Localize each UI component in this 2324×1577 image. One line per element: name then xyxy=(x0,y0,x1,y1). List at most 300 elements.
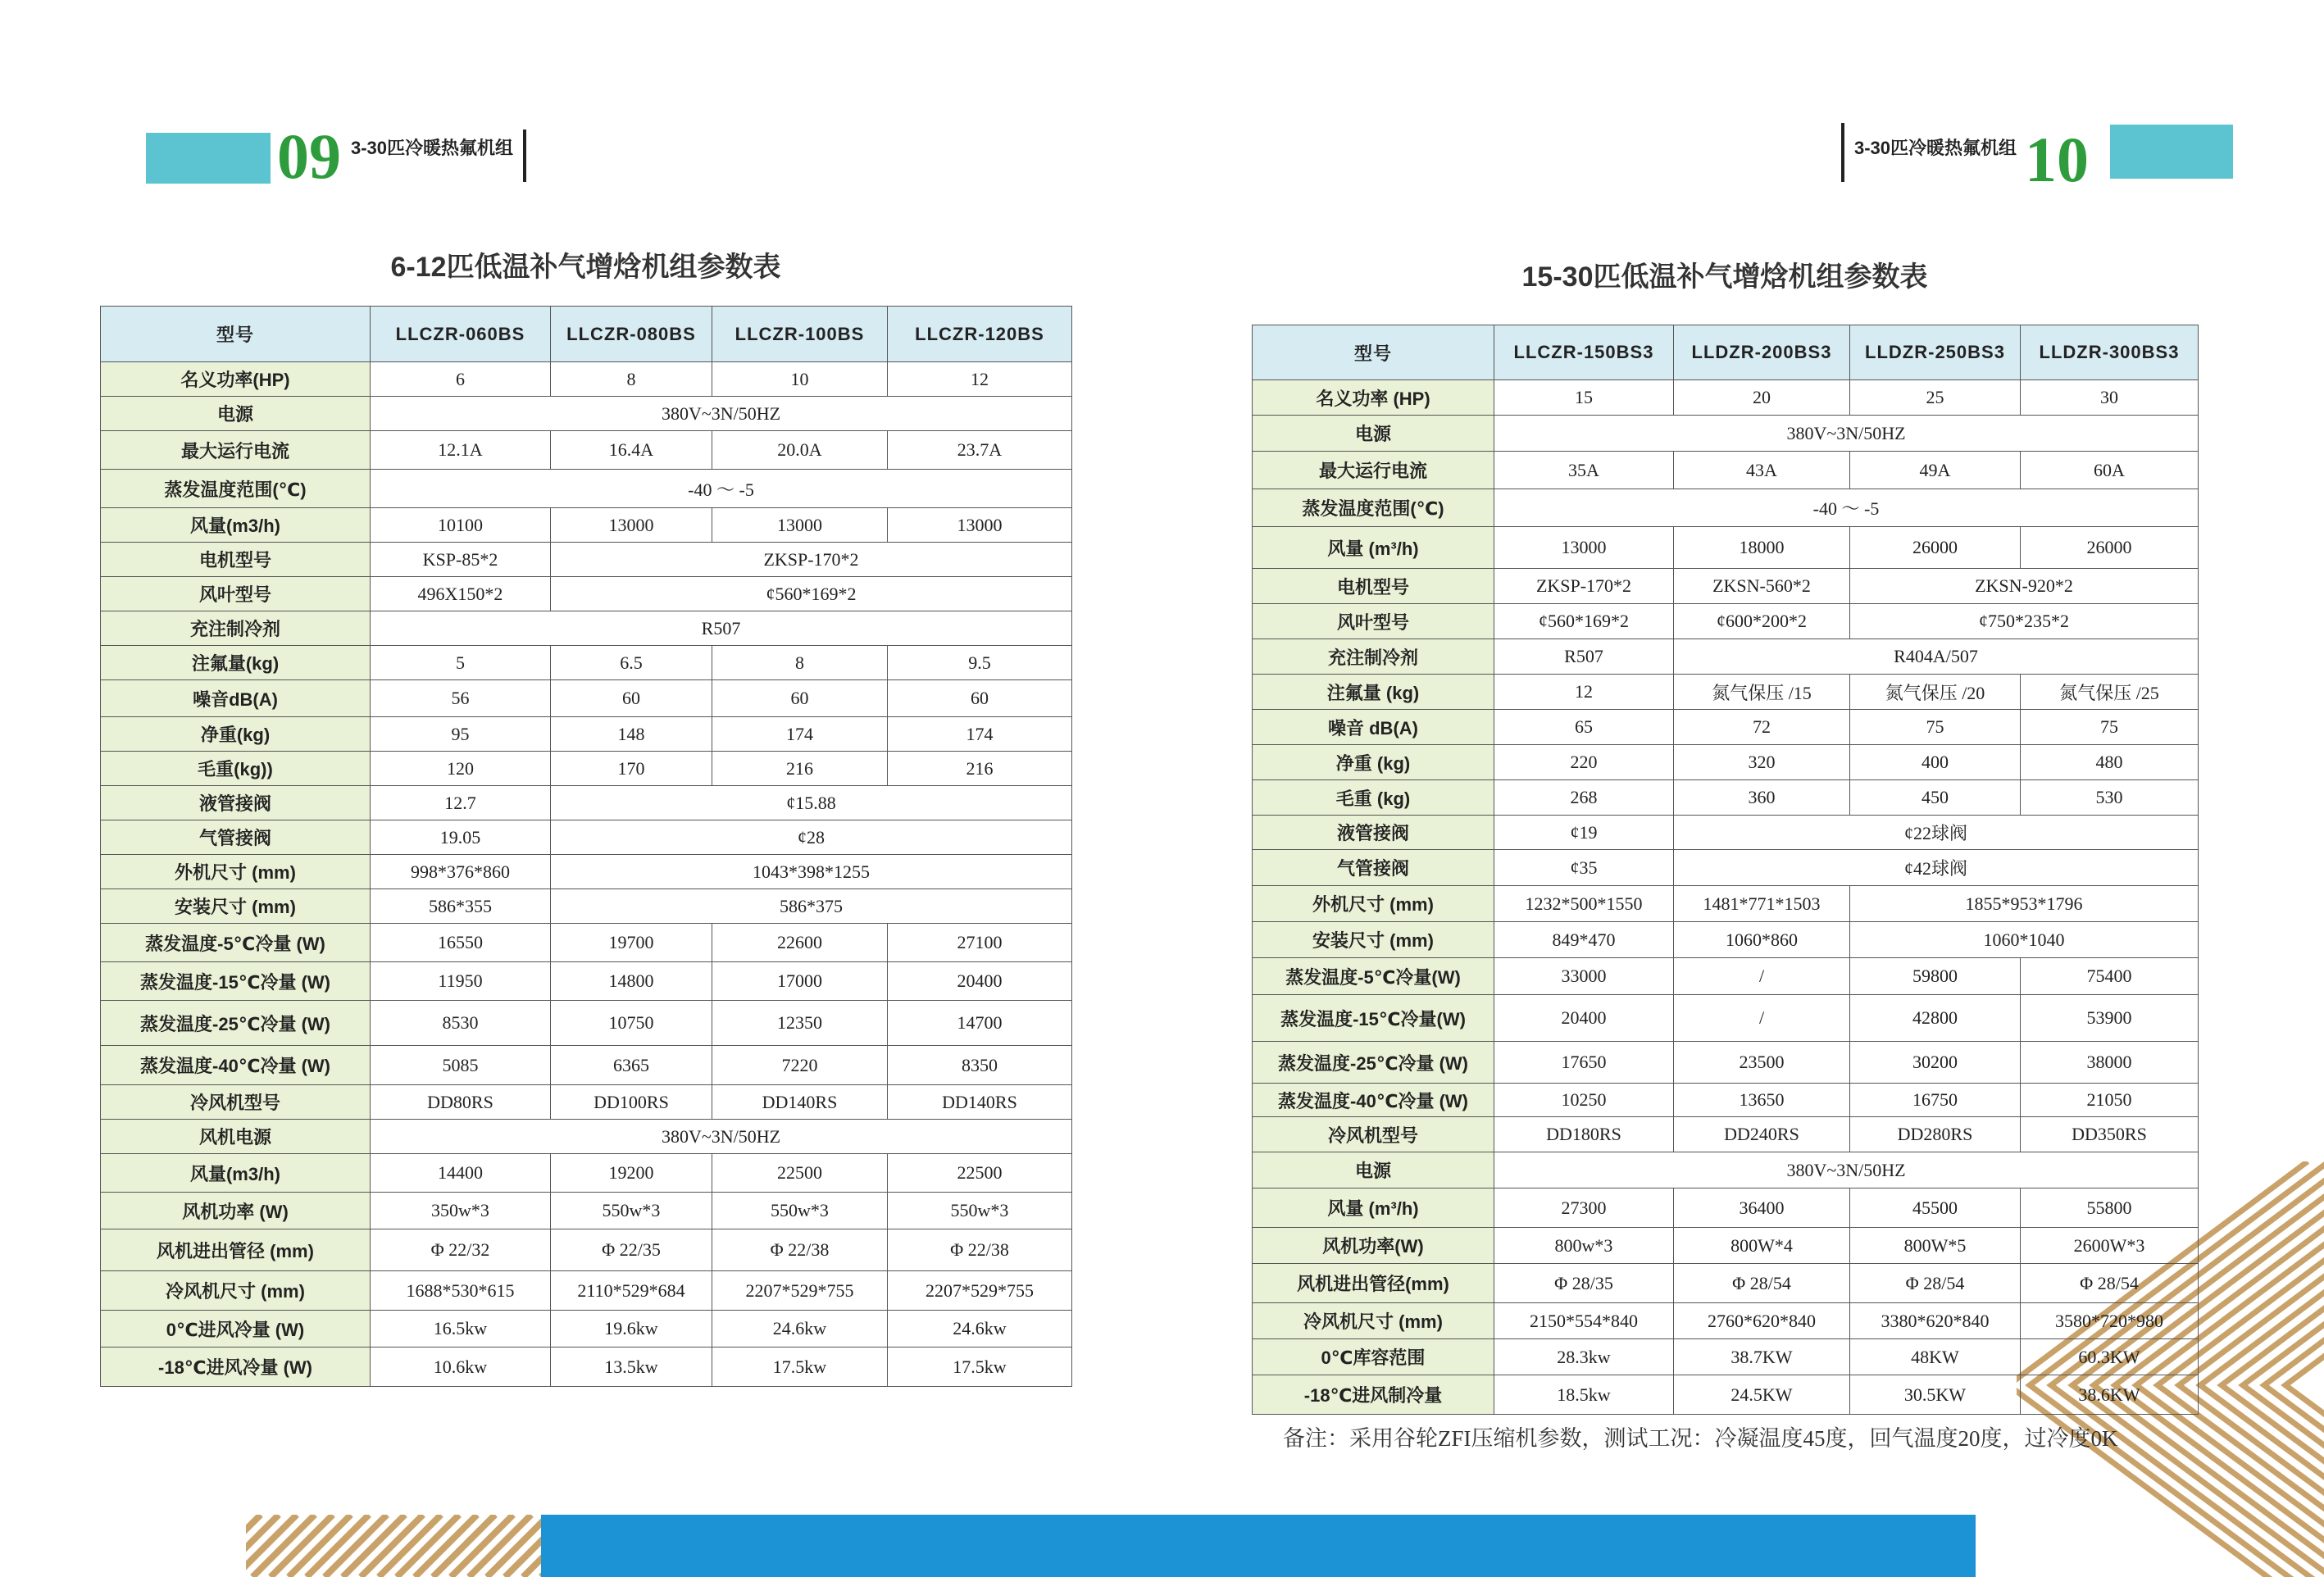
table-cell: 586*375 xyxy=(551,889,1072,924)
table-cell: 38.7KW xyxy=(1674,1339,1850,1375)
table-cell: 19.6kw xyxy=(551,1311,712,1347)
table-row xyxy=(1253,922,2199,958)
table-cell: 26000 xyxy=(1850,527,2021,569)
table-cell: 16.5kw xyxy=(371,1311,551,1347)
row-label: 噪音 dB(A) xyxy=(1253,710,1494,745)
row-label: 蒸发温度-25℃冷量 (W) xyxy=(1253,1042,1494,1084)
model-name-cell: LLCZR-080BS xyxy=(551,307,712,362)
row-label: 风机功率(W) xyxy=(1253,1228,1494,1264)
model-name-cell: LLDZR-250BS3 xyxy=(1850,325,2021,380)
table-cell: 2150*554*840 xyxy=(1494,1303,1674,1339)
table-row xyxy=(1253,452,2199,489)
table-cell: 13.5kw xyxy=(551,1347,712,1387)
table-row xyxy=(1253,380,2199,416)
table-cell: 3580*720*980 xyxy=(2021,1303,2199,1339)
row-label: 外机尺寸 (mm) xyxy=(1253,886,1494,922)
table-cell: 496X150*2 xyxy=(371,577,551,611)
row-label: 注氟量 (kg) xyxy=(1253,675,1494,710)
table-cell: 30.5KW xyxy=(1850,1375,2021,1415)
table-cell: 550w*3 xyxy=(888,1193,1072,1229)
row-label: -18℃进风制冷量 xyxy=(1253,1375,1494,1415)
row-label: 最大运行电流 xyxy=(101,431,371,470)
table-cell: 24.6kw xyxy=(888,1311,1072,1347)
table-row xyxy=(1253,604,2199,639)
row-label: 风量(m3/h) xyxy=(101,508,371,543)
table-cell: 12.1A xyxy=(371,431,551,470)
table-row xyxy=(1253,710,2199,745)
row-label: 蒸发温度-25℃冷量 (W) xyxy=(101,1001,371,1046)
table-cell: 60 xyxy=(712,680,888,717)
table-cell: ZKSP-170*2 xyxy=(1494,569,1674,604)
table-cell: 75 xyxy=(1850,710,2021,745)
table-cell: 400 xyxy=(1850,745,2021,780)
table-cell: 24.6kw xyxy=(712,1311,888,1347)
table-cell: 17.5kw xyxy=(712,1347,888,1387)
table-row xyxy=(1253,1042,2199,1084)
table-cell: DD240RS xyxy=(1674,1117,1850,1152)
model-header-cell: 型号 xyxy=(1253,325,1494,380)
table-cell: 2207*529*755 xyxy=(712,1271,888,1311)
table-row xyxy=(1253,995,2199,1042)
table-cell: 75400 xyxy=(2021,958,2199,995)
table-row xyxy=(101,362,1072,397)
table-cell: 49A xyxy=(1850,452,2021,489)
table-row xyxy=(1253,1117,2199,1152)
table-cell: ¢19 xyxy=(1494,816,1674,850)
row-label: 名义功率 (HP) xyxy=(1253,380,1494,416)
row-label: 电源 xyxy=(101,397,371,431)
table-row xyxy=(101,508,1072,543)
table-cell: 2110*529*684 xyxy=(551,1271,712,1311)
table-cell: 998*376*860 xyxy=(371,855,551,889)
table-row xyxy=(101,577,1072,611)
table-cell: ¢22球阀 xyxy=(1674,816,2199,850)
table-row xyxy=(101,924,1072,962)
left-header-divider xyxy=(523,130,526,182)
table-row xyxy=(1253,639,2199,675)
row-label: 蒸发温度范围(℃) xyxy=(101,470,371,508)
table-cell: 35A xyxy=(1494,452,1674,489)
table-row xyxy=(1253,780,2199,816)
row-label: 蒸发温度-15℃冷量 (W) xyxy=(101,962,371,1001)
table-cell: 12.7 xyxy=(371,786,551,820)
table-cell: 12350 xyxy=(712,1001,888,1046)
table-cell: 12 xyxy=(888,362,1072,397)
table-cell: Φ 22/38 xyxy=(712,1229,888,1271)
table-cell: 20 xyxy=(1674,380,1850,416)
model-header-cell: 型号 xyxy=(101,307,371,362)
left-page-number: 09 xyxy=(277,120,341,192)
table-row xyxy=(1253,850,2199,886)
table-cell: 7220 xyxy=(712,1046,888,1085)
table-cell: 95 xyxy=(371,717,551,752)
table-cell: 2760*620*840 xyxy=(1674,1303,1850,1339)
row-label: 毛重(kg)) xyxy=(101,752,371,786)
row-label: 冷风机尺寸 (mm) xyxy=(1253,1303,1494,1339)
table-cell: 38000 xyxy=(2021,1042,2199,1084)
table-row xyxy=(101,397,1072,431)
table-cell: 1060*1040 xyxy=(1850,922,2199,958)
right-page-number: 10 xyxy=(2025,124,2089,195)
row-label: 风机电源 xyxy=(101,1120,371,1154)
model-name-cell: LLCZR-060BS xyxy=(371,307,551,362)
table-cell: 13000 xyxy=(888,508,1072,543)
row-label: 风叶型号 xyxy=(1253,604,1494,639)
table-row xyxy=(101,786,1072,820)
row-label: 净重(kg) xyxy=(101,717,371,752)
table-cell: 13000 xyxy=(1494,527,1674,569)
row-label: 注氟量(kg) xyxy=(101,646,371,680)
table-cell: 27100 xyxy=(888,924,1072,962)
table-cell: 2207*529*755 xyxy=(888,1271,1072,1311)
table-row xyxy=(101,1311,1072,1347)
row-label: 风机进出管径(mm) xyxy=(1253,1264,1494,1303)
table-cell: 800w*3 xyxy=(1494,1228,1674,1264)
table-cell: 5 xyxy=(371,646,551,680)
table-cell: Φ 28/54 xyxy=(2021,1264,2199,1303)
table-cell: KSP-85*2 xyxy=(371,543,551,577)
table-cell: 22500 xyxy=(888,1154,1072,1193)
table-row xyxy=(1253,1228,2199,1264)
table-cell: Φ 22/35 xyxy=(551,1229,712,1271)
table-cell: 24.5KW xyxy=(1674,1375,1850,1415)
table-cell: 53900 xyxy=(2021,995,2199,1042)
row-label: 风量(m3/h) xyxy=(101,1154,371,1193)
row-label: 蒸发温度-40℃冷量 (W) xyxy=(1253,1084,1494,1117)
table-cell: 13650 xyxy=(1674,1084,1850,1117)
table-cell: ¢15.88 xyxy=(551,786,1072,820)
table-row xyxy=(1253,675,2199,710)
table-cell: 17650 xyxy=(1494,1042,1674,1084)
table-cell: ¢42球阀 xyxy=(1674,850,2199,886)
row-label: 最大运行电流 xyxy=(1253,452,1494,489)
table-cell: 1060*860 xyxy=(1674,922,1850,958)
table-cell: 10100 xyxy=(371,508,551,543)
table-cell: 28.3kw xyxy=(1494,1339,1674,1375)
table-cell: DD350RS xyxy=(2021,1117,2199,1152)
row-label: 风叶型号 xyxy=(101,577,371,611)
table-cell: R404A/507 xyxy=(1674,639,2199,675)
table-cell: 60.3KW xyxy=(2021,1339,2199,1375)
table-cell: R507 xyxy=(1494,639,1674,675)
table-cell: 148 xyxy=(551,717,712,752)
table-row xyxy=(101,1229,1072,1271)
row-label: 冷风机尺寸 (mm) xyxy=(101,1271,371,1311)
table-cell: DD280RS xyxy=(1850,1117,2021,1152)
table-row xyxy=(1253,816,2199,850)
table-cell: 19.05 xyxy=(371,820,551,855)
row-label: 净重 (kg) xyxy=(1253,745,1494,780)
table-cell: 19700 xyxy=(551,924,712,962)
table-cell: 480 xyxy=(2021,745,2199,780)
table-row xyxy=(1253,958,2199,995)
table-cell: 1043*398*1255 xyxy=(551,855,1072,889)
row-label: 安装尺寸 (mm) xyxy=(1253,922,1494,958)
row-label: 毛重 (kg) xyxy=(1253,780,1494,816)
table-row xyxy=(101,470,1072,508)
right-header-text: 3-30匹冷暖热氟机组 xyxy=(1854,138,2017,158)
row-label: 气管接阀 xyxy=(101,820,371,855)
row-label: 名义功率(HP) xyxy=(101,362,371,397)
table-cell: 20400 xyxy=(888,962,1072,1001)
table-cell: ¢28 xyxy=(551,820,1072,855)
table-cell: 27300 xyxy=(1494,1188,1674,1228)
table-cell: R507 xyxy=(371,611,1072,646)
table-row xyxy=(101,1154,1072,1193)
left-header-bar xyxy=(146,133,271,184)
table-cell: 12 xyxy=(1494,675,1674,710)
table-cell: ¢560*169*2 xyxy=(1494,604,1674,639)
table-cell: 60A xyxy=(2021,452,2199,489)
row-label: 液管接阀 xyxy=(1253,816,1494,850)
table-cell: 65 xyxy=(1494,710,1674,745)
table-cell: 8350 xyxy=(888,1046,1072,1085)
model-name-cell: LLDZR-200BS3 xyxy=(1674,325,1850,380)
table-cell: 17000 xyxy=(712,962,888,1001)
model-name-cell: LLCZR-120BS xyxy=(888,307,1072,362)
row-label: 电机型号 xyxy=(101,543,371,577)
row-label: 气管接阀 xyxy=(1253,850,1494,886)
table-cell: 21050 xyxy=(2021,1084,2199,1117)
table-cell: 25 xyxy=(1850,380,2021,416)
table-row xyxy=(101,855,1072,889)
stripe-line xyxy=(180,1515,243,1577)
table-cell: 氮气保压 /25 xyxy=(2021,675,2199,710)
table-cell: 450 xyxy=(1850,780,2021,816)
table-row xyxy=(101,820,1072,855)
table-cell: / xyxy=(1674,995,1850,1042)
table-cell: 268 xyxy=(1494,780,1674,816)
table-cell: 120 xyxy=(371,752,551,786)
footnote: 备注：采用谷轮ZFI压缩机参数，测试工况：冷凝温度45度，回气温度20度，过冷度0K xyxy=(1283,1426,2118,1451)
right-table-title: 15-30匹低温补气增焓机组参数表 xyxy=(1521,261,1928,293)
table-cell: 550w*3 xyxy=(551,1193,712,1229)
model-name-cell: LLCZR-100BS xyxy=(712,307,888,362)
table-cell: 19200 xyxy=(551,1154,712,1193)
table-cell: 2600W*3 xyxy=(2021,1228,2199,1264)
table-cell: 320 xyxy=(1674,745,1850,780)
table-cell: 13000 xyxy=(712,508,888,543)
table-row xyxy=(101,1193,1072,1229)
table-row xyxy=(1253,1084,2199,1117)
row-label: 冷风机型号 xyxy=(101,1085,371,1120)
table-cell: 550w*3 xyxy=(712,1193,888,1229)
table-cell: Φ 28/35 xyxy=(1494,1264,1674,1303)
table-row xyxy=(101,543,1072,577)
table-cell: 42800 xyxy=(1850,995,2021,1042)
right-header-bar xyxy=(2110,125,2233,179)
table-cell: 6 xyxy=(371,362,551,397)
table-row xyxy=(101,611,1072,646)
table-cell: DD140RS xyxy=(888,1085,1072,1120)
row-label: 风量 (m³/h) xyxy=(1253,1188,1494,1228)
table-cell: 20400 xyxy=(1494,995,1674,1042)
table-cell: 849*470 xyxy=(1494,922,1674,958)
row-label: 蒸发温度-5℃冷量(W) xyxy=(1253,958,1494,995)
table-row xyxy=(101,1046,1072,1085)
table-cell: 48KW xyxy=(1850,1339,2021,1375)
table-cell: 530 xyxy=(2021,780,2199,816)
table-cell: 174 xyxy=(888,717,1072,752)
table-cell: 216 xyxy=(712,752,888,786)
table-cell: 8530 xyxy=(371,1001,551,1046)
left-spec-table xyxy=(100,306,1072,1387)
row-label: 蒸发温度-15℃冷量(W) xyxy=(1253,995,1494,1042)
row-label: 充注制冷剂 xyxy=(101,611,371,646)
table-cell: ZKSP-170*2 xyxy=(551,543,1072,577)
right-header-divider xyxy=(1841,123,1844,182)
table-cell: ¢750*235*2 xyxy=(1850,604,2199,639)
table-cell: ¢600*200*2 xyxy=(1674,604,1850,639)
table-row xyxy=(101,752,1072,786)
row-label: 0℃进风冷量 (W) xyxy=(101,1311,371,1347)
table-cell: 13000 xyxy=(551,508,712,543)
table-cell: 14700 xyxy=(888,1001,1072,1046)
table-cell: 8 xyxy=(712,646,888,680)
table-cell: 11950 xyxy=(371,962,551,1001)
bottom-blue-band xyxy=(541,1515,1976,1577)
table-cell: 216 xyxy=(888,752,1072,786)
table-row xyxy=(1253,489,2199,527)
table-cell: 16.4A xyxy=(551,431,712,470)
table-row xyxy=(101,680,1072,717)
table-cell: 9.5 xyxy=(888,646,1072,680)
table-row xyxy=(101,889,1072,924)
table-cell: 33000 xyxy=(1494,958,1674,995)
right-spec-table xyxy=(1252,325,2199,1415)
model-name-cell: LLDZR-300BS3 xyxy=(2021,325,2199,380)
table-cell: 59800 xyxy=(1850,958,2021,995)
table-cell: 360 xyxy=(1674,780,1850,816)
table-cell: Φ 28/54 xyxy=(1850,1264,2021,1303)
table-row xyxy=(101,1271,1072,1311)
table-row xyxy=(101,717,1072,752)
row-label: 安装尺寸 (mm) xyxy=(101,889,371,924)
row-label: 蒸发温度范围(℃) xyxy=(1253,489,1494,527)
table-row xyxy=(101,1347,1072,1387)
table-cell: 16550 xyxy=(371,924,551,962)
table-cell: 6365 xyxy=(551,1046,712,1085)
table-cell: 60 xyxy=(551,680,712,717)
table-cell: 氮气保压 /20 xyxy=(1850,675,2021,710)
table-row xyxy=(1253,527,2199,569)
table-row xyxy=(1253,569,2199,604)
row-label: 蒸发温度-40℃冷量 (W) xyxy=(101,1046,371,1085)
table-cell: 380V~3N/50HZ xyxy=(371,1120,1072,1154)
table-cell: 30 xyxy=(2021,380,2199,416)
table-row xyxy=(1253,1152,2199,1188)
table-cell: 22500 xyxy=(712,1154,888,1193)
table-cell: -40 ～ -5 xyxy=(371,470,1072,508)
table-cell: 10250 xyxy=(1494,1084,1674,1117)
table-row xyxy=(101,1120,1072,1154)
table-cell: 380V~3N/50HZ xyxy=(371,397,1072,431)
table-cell: 72 xyxy=(1674,710,1850,745)
table-cell: 氮气保压 /15 xyxy=(1674,675,1850,710)
row-label: 电源 xyxy=(1253,1152,1494,1188)
table-cell: 23.7A xyxy=(888,431,1072,470)
table-cell: 43A xyxy=(1674,452,1850,489)
table-cell: 1688*530*615 xyxy=(371,1271,551,1311)
table-cell: 586*355 xyxy=(371,889,551,924)
table-cell: 350w*3 xyxy=(371,1193,551,1229)
table-cell: 60 xyxy=(888,680,1072,717)
row-label: 外机尺寸 (mm) xyxy=(101,855,371,889)
row-label: 电机型号 xyxy=(1253,569,1494,604)
table-cell: 45500 xyxy=(1850,1188,2021,1228)
row-label: 风量 (m³/h) xyxy=(1253,527,1494,569)
table-cell: 36400 xyxy=(1674,1188,1850,1228)
row-label: 液管接阀 xyxy=(101,786,371,820)
table-cell: 16750 xyxy=(1850,1084,2021,1117)
row-label: 蒸发温度-5℃冷量 (W) xyxy=(101,924,371,962)
table-cell: 220 xyxy=(1494,745,1674,780)
table-cell: 18000 xyxy=(1674,527,1850,569)
table-row xyxy=(1253,745,2199,780)
table-row xyxy=(101,646,1072,680)
table-row xyxy=(1253,1303,2199,1339)
table-cell: 10.6kw xyxy=(371,1347,551,1387)
table-cell: DD80RS xyxy=(371,1085,551,1120)
row-label: 0℃库容范围 xyxy=(1253,1339,1494,1375)
table-cell: 1481*771*1503 xyxy=(1674,886,1850,922)
table-cell: 38.6KW xyxy=(2021,1375,2199,1415)
table-row xyxy=(1253,1264,2199,1303)
table-cell: Φ 22/32 xyxy=(371,1229,551,1271)
row-label: 风机进出管径 (mm) xyxy=(101,1229,371,1271)
table-cell: 20.0A xyxy=(712,431,888,470)
left-header-text: 3-30匹冷暖热氟机组 xyxy=(351,138,514,158)
row-label: -18℃进风冷量 (W) xyxy=(101,1347,371,1387)
table-cell: 10750 xyxy=(551,1001,712,1046)
table-cell: -40 ～ -5 xyxy=(1494,489,2199,527)
table-cell: ¢560*169*2 xyxy=(551,577,1072,611)
table-row xyxy=(101,962,1072,1001)
table-cell: 15 xyxy=(1494,380,1674,416)
table-row xyxy=(1253,416,2199,452)
table-row xyxy=(1253,886,2199,922)
table-cell: 6.5 xyxy=(551,646,712,680)
table-cell: DD180RS xyxy=(1494,1117,1674,1152)
table-cell: DD100RS xyxy=(551,1085,712,1120)
table-cell: Φ 22/38 xyxy=(888,1229,1072,1271)
table-cell: 17.5kw xyxy=(888,1347,1072,1387)
table-cell: 170 xyxy=(551,752,712,786)
table-cell: 8 xyxy=(551,362,712,397)
table-cell: 55800 xyxy=(2021,1188,2199,1228)
table-cell: 800W*5 xyxy=(1850,1228,2021,1264)
row-label: 风机功率 (W) xyxy=(101,1193,371,1229)
table-cell: 174 xyxy=(712,717,888,752)
table-cell: 380V~3N/50HZ xyxy=(1494,1152,2199,1188)
table-row xyxy=(1253,1375,2199,1415)
row-label: 电源 xyxy=(1253,416,1494,452)
table-cell: 800W*4 xyxy=(1674,1228,1850,1264)
table-row xyxy=(1253,1188,2199,1228)
table-cell: 1232*500*1550 xyxy=(1494,886,1674,922)
table-cell: 10 xyxy=(712,362,888,397)
table-cell: / xyxy=(1674,958,1850,995)
table-cell: 23500 xyxy=(1674,1042,1850,1084)
table-cell: 18.5kw xyxy=(1494,1375,1674,1415)
table-cell: 1855*953*1796 xyxy=(1850,886,2199,922)
table-row xyxy=(101,1085,1072,1120)
table-cell: 5085 xyxy=(371,1046,551,1085)
table-cell: 75 xyxy=(2021,710,2199,745)
table-row xyxy=(101,1001,1072,1046)
model-name-cell: LLCZR-150BS3 xyxy=(1494,325,1674,380)
table-cell: ZKSN-920*2 xyxy=(1850,569,2199,604)
